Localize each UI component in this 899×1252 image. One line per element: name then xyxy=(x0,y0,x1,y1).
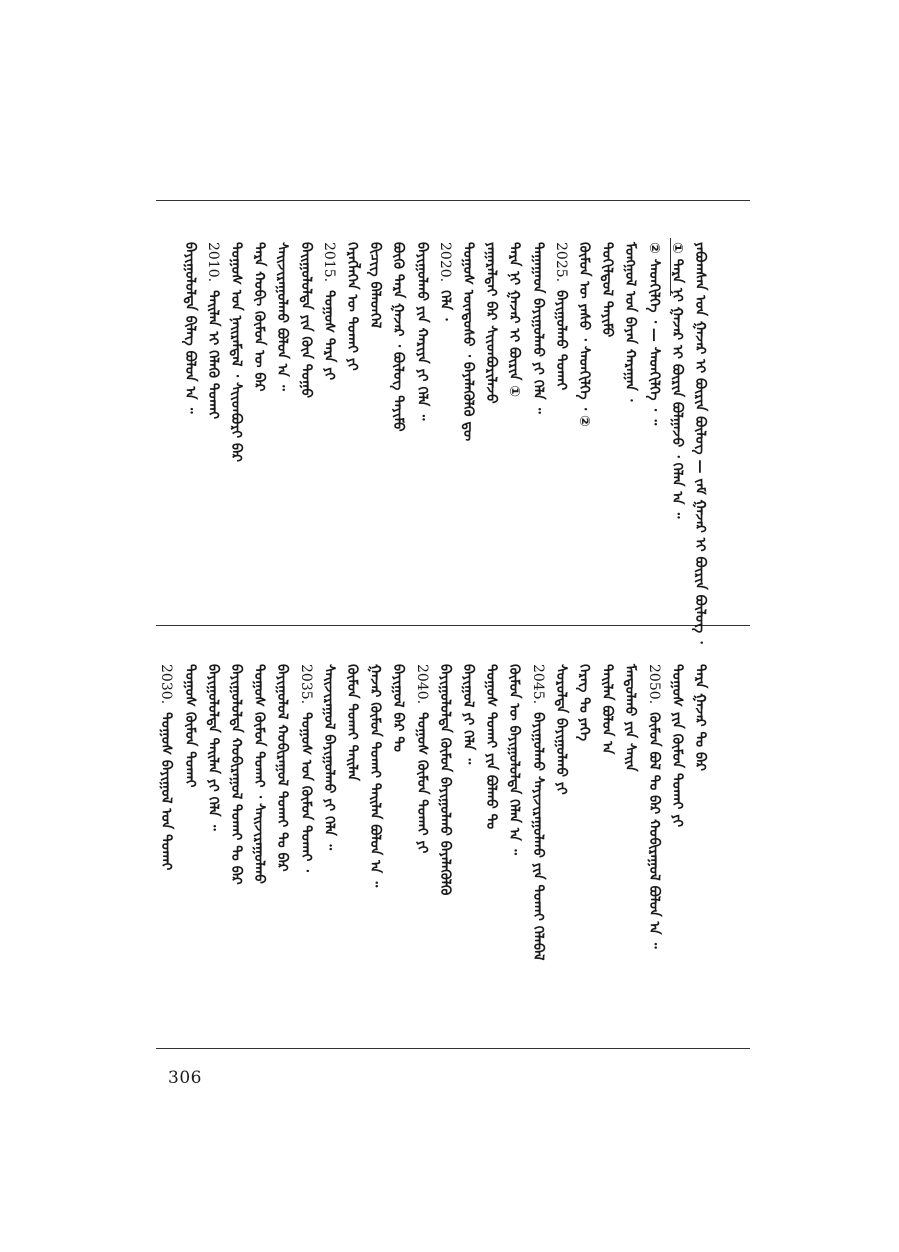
column-line xyxy=(504,242,526,397)
column-text: ᠪᠢᠴᠢᠭ ᠪᠡᠯᠡᠳᠬᠡᠯ xyxy=(367,242,384,329)
column-text: ᠲᠤᠭᠤᠰ ᠲᠤᠬᠠᠢ ᠶᠢᠨ ᠪᠤᠯᠬᠤ ᠲᠤ xyxy=(483,664,500,830)
column-text: ᠪᠠᠶᠢᠭᠤᠯᠤᠯᠲᠠ ᠬᠦᠮᠦᠨ ᠪᠠᠶᠢᠭᠤᠯᠬᠤ ᠪᠡᠶᠡᠯᠡᠭᠦᠯᠬᠦ xyxy=(436,664,453,896)
middle-divider xyxy=(156,625,750,626)
column-line xyxy=(435,664,457,895)
column-text: ᠲᠤᠭᠤᠰ ᠤᠨ ᠬᠦᠮᠦᠨ ᠲᠤᠬᠠᠢ ᠂ xyxy=(297,712,314,872)
column-line xyxy=(226,242,248,462)
column-text: ᠲᠤᠭᠤᠰ ᠪᠠᠶᠢᠭᠤᠯ ᠤᠨ ᠲᠤᠬᠠᠢ xyxy=(158,712,175,871)
column-line xyxy=(667,664,689,827)
entry-number: 2035. xyxy=(297,664,314,705)
column-text: ᠲᠡᠷᠡ ᠨᠢ ᠭᠠᠵᠠᠷ ᠢ ᠪᠦᠷᠢᠨ ① xyxy=(506,242,523,398)
entry-number: 2010. xyxy=(204,242,221,283)
column-text: ᠲᠠᠢᠯᠠᠨ ᠪᠣᠯᠤᠨ ᠠ xyxy=(599,664,616,755)
column-text: ᠪᠠᠶᠢᠭᠤᠯᠬᠤ ᠲᠤᠬᠠᠢ xyxy=(552,290,569,391)
column-line xyxy=(551,664,573,795)
column-line xyxy=(574,664,596,741)
entry-number: 2020. xyxy=(436,242,453,283)
column-text: ᠶᠠᠪᠤᠭᠰᠠᠨ ᠤᠨ ᠭᠠᠵᠠᠷ ᠢ ᠪᠦᠷᠢᠨ ᠪᠦᠯᠦᠭ — ᠵᠠᠮ ᠭᠠᠵᠠᠷ ᠢ ᠪᠦᠷᠢᠨ ᠪᠦᠯᠦᠭ ᠂ xyxy=(692,242,708,644)
column-text: ᠪᠠᠢᠭᠤᠯᠤᠯᠲᠠ ᠶᠢᠨ ᠬᠦᠨ ᠲᠤᠭᠤ xyxy=(297,242,314,399)
column-text: ᠪᠠᠶᠢᠭᠤᠯ ᠶᠢ ᠬᠡᠯᠡ ᠃ xyxy=(460,664,476,765)
column-line xyxy=(504,664,526,855)
column-text: ᠪᠠᠶᠢᠭᠤᠯᠬᠤ ᠰᠠᠶᠢᠵᠢᠷᠠᠭᠤᠯᠬᠤ ᠶᠢᠨ ᠲᠤᠬᠠᠢ ᠬᠡᠯᠡᠪᠡᠯ xyxy=(529,712,546,961)
column-line xyxy=(342,242,364,371)
column-line xyxy=(574,242,596,427)
column-line xyxy=(620,664,642,772)
column-line xyxy=(319,664,341,850)
column-text: ① ᠲᠡᠷᠡ ᠨᠢ ᠭᠠᠵᠠᠷ ᠢ ᠪᠦᠷᠢᠨ ᠪᠣᠯᠭᠠᠵᠤ ᠂ ᠬᠡᠯᠡᠨ ᠠ ᠃ xyxy=(668,242,685,519)
column-line xyxy=(412,242,434,420)
column-line xyxy=(528,664,550,960)
column-line xyxy=(690,242,712,644)
column-line xyxy=(180,242,202,414)
column-line xyxy=(203,242,225,419)
column-line xyxy=(249,664,271,884)
column-line xyxy=(597,242,619,337)
column-text: ᠲᠤᠭᠤᠰ ᠦᠨᠳᠦᠰᠦ ᠂ ᠪᠡᠶᠡᠯᠡᠭᠦᠯᠬᠦ ᠳᠦ xyxy=(460,242,476,442)
column-text: ᠬᠦᠮᠦᠨ ᠲᠤᠬᠠᠢ ᠲᠠᠢᠯᠠᠨ xyxy=(344,664,360,782)
entry-number: 2025. xyxy=(552,242,569,283)
column-text: ᠲᠤᠭᠤᠰ ᠬᠦᠮᠦᠨ ᠲᠤᠬᠠᠢ ᠶᠢ xyxy=(413,712,430,854)
column-text: ᠪᠠᠶᠢᠭᠤᠯᠤᠯ ᠬᠤᠪᠢᠷᠠᠭᠤᠯ ᠲᠤᠬᠠᠢ ᠲᠤ ᠪᠡᠷ xyxy=(274,664,291,872)
column-text: ᠪᠠᠶᠢᠭᠤᠯᠤᠯᠲᠠ ᠪᠢᠯᠡᠭ ᠪᠣᠯᠤᠨ ᠠ ᠃ xyxy=(181,242,198,414)
column-line xyxy=(620,242,642,401)
column-line xyxy=(249,242,271,392)
column-line xyxy=(690,664,712,771)
column-line xyxy=(412,664,434,853)
column-text: ᠪᠠᠶᠢᠭᠤᠯᠤᠯᠲᠠ ᠲᠠᠢᠯᠠᠨ ᠶᠢ ᠬᠡᠯᠡ ᠃ xyxy=(204,664,221,831)
column-line xyxy=(226,664,248,885)
column-text: ᠪᠦᠬᠦ ᠲᠡᠷᠡ ᠭᠠᠵᠠᠷ ᠂ ᠪᠦᠯᠦᠭ ᠲᠠᠶᠢᠮᠤ xyxy=(390,242,407,432)
column-text: ᠶᠠᠭᠠᠷᠠᠯᠲᠠᠢ ᠪᠠᠷ ᠰᠢᠢᠳᠪᠦᠷᠢᠯᠡᠵᠦ xyxy=(483,242,500,404)
column-text: ᠰᠤᠷᠤᠯᠲᠠ ᠪᠠᠶᠢᠭᠤᠯᠬᠤ ᠶᠢ xyxy=(552,664,569,795)
column-text: ᠪᠠᠶᠢᠭᠤᠯᠬᠤ ᠶᠢᠨ ᠬᠠᠷᠢᠶᠠ ᠶᠢ ᠬᠡᠯᠡ ᠃ xyxy=(413,242,430,421)
column-text: ᠲᠡᠷᠡ ᠬᠤᠪᠢ ᠬᠦᠮᠦᠨ ᠦ ᠪᠡᠷ xyxy=(251,242,268,392)
column-text: ᠮᠠᠨᠳᠤᠯᠬᠤ ᠶᠢᠨ ᠰᠠᠢᠨ xyxy=(622,664,639,772)
column-line xyxy=(597,664,619,754)
column-line xyxy=(481,242,503,404)
column-line xyxy=(388,664,410,752)
column-line xyxy=(667,242,689,519)
column-line xyxy=(481,664,503,829)
column-line xyxy=(319,242,341,380)
column-text: ᠰᠠᠢᠵᠢᠷᠠᠭᠤᠯᠬᠤ ᠪᠣᠯᠤᠨ ᠠ ᠃ xyxy=(274,242,291,391)
column-line xyxy=(644,664,666,949)
column-line xyxy=(365,242,387,328)
column-line xyxy=(528,242,550,414)
column-text: ᠬᠡᠯᠡ ᠂ xyxy=(436,290,453,321)
column-line xyxy=(458,664,480,764)
column-line xyxy=(296,242,318,398)
column-line xyxy=(644,242,666,425)
column-line xyxy=(365,664,387,887)
column-line xyxy=(342,664,364,781)
column-text: ᠪᠠᠶᠢᠭᠤᠯ ᠪᠠᠷ ᠲᠤ xyxy=(390,664,407,752)
entry-number: 2050. xyxy=(645,664,662,705)
column-text: ᠲᠤᠭᠤᠰ ᠲᠡᠷᠡ ᠶᠢ xyxy=(320,290,337,381)
column-text: ᠲᠤᠭᠤᠰ ᠶᠢᠨ ᠬᠦᠮᠦᠨ ᠲᠤᠬᠠᠢ ᠶᠢ xyxy=(668,664,685,828)
page-number: 306 xyxy=(168,1068,202,1088)
column-text: ᠮᠣᠩᠭᠣᠯ ᠤᠨ ᠪᠠᠶᠠᠨ ᠬᠠᠷᠠᠭᠠᠨ ᠂ xyxy=(622,242,639,402)
entry-number: 2040. xyxy=(413,664,430,705)
column-text: ᠬᠦᠮᠦᠨ ᠦ ᠶᠠᠰᠤ ᠂ ᠰᠡᠳᠬᠢᠯᠭᠡ ᠂ ② xyxy=(576,242,592,427)
entry-number: 2015. xyxy=(320,242,337,283)
column-line xyxy=(272,664,294,872)
column-line xyxy=(435,242,457,321)
entry-number: 2030. xyxy=(158,664,175,705)
column-line xyxy=(388,242,410,432)
column-text: ᠲᠤᠭᠤᠰ ᠬᠦᠮᠦᠨ ᠲᠤᠬᠠᠢ xyxy=(181,664,198,788)
column-line xyxy=(551,242,573,390)
column-text: ᠬᠦᠮᠦᠨ ᠦ ᠪᠠᠶᠢᠭᠤᠯᠤᠯᠲᠠ ᠬᠡᠯᠡᠨ ᠠ ᠃ xyxy=(506,664,523,855)
top-divider xyxy=(156,200,750,201)
column-text: ᠭᠠᠵᠠᠷ ᠬᠦᠮᠦᠨ ᠲᠤᠬᠠᠢ ᠲᠠᠢᠯᠠᠨ ᠪᠣᠯᠤᠨ ᠠ ᠃ xyxy=(367,664,384,888)
bottom-divider xyxy=(156,1048,750,1049)
column-text: ᠬᠡᠷᠡᠭᠯᠡᠭᠡᠨ ᠦ ᠲᠤᠬᠠᠢ ᠶᠢ xyxy=(344,242,360,371)
column-text: ᠬᠦᠮᠦᠨ ᠪᠤᠯ ᠲᠤ ᠪᠡᠷ ᠬᠤᠪᠢᠷᠠᠭᠤᠯ ᠪᠣᠯᠤᠨ ᠠ ᠃ xyxy=(645,712,662,949)
column-text: ᠳᠠᠭᠠᠭᠠᠳ ᠪᠠᠶᠢᠭᠤᠯᠬᠤ ᠶᠢ ᠬᠡᠯᠡ ᠃ xyxy=(529,242,546,414)
entry-number: 2045. xyxy=(529,664,546,705)
column-line xyxy=(296,664,318,872)
column-text: ᠬᠡᠷᠡᠭ ᠲᠤ ᠶᠡᠬᠡ xyxy=(576,664,592,742)
column-line xyxy=(458,242,480,441)
column-line xyxy=(203,664,225,831)
column-line xyxy=(180,664,202,788)
column-text: ᠲᠠᠢᠯᠠᠨ ᠢ ᠬᠡᠯᠡᠬᠦ ᠲᠤᠬᠠᠢ xyxy=(204,290,221,420)
column-text: ᠪᠠᠶᠢᠭᠤᠯᠤᠯᠲᠠ ᠬᠤᠪᠢᠷᠠᠭᠤᠯ ᠲᠤᠬᠠᠢ ᠲᠤ ᠪᠡᠷ xyxy=(228,664,244,885)
column-text: ᠲᠤᠭᠤᠰ ᠤᠨ ᠨᠠᠢᠷᠠᠮᠳᠠᠯ ᠂ ᠰᠢᠢᠳᠪᠦᠷᠢ ᠪᠡᠷ xyxy=(228,242,244,463)
column-text: ② ᠰᠡᠳᠬᠢᠯᠭᠡ ᠂ — ᠰᠡᠳᠬᠢᠯᠭᠡ ᠂ ᠃ xyxy=(645,242,662,426)
column-text: ᠰᠠᠢᠵᠢᠷᠠᠭᠤᠯ ᠪᠠᠶᠢᠭᠤᠯᠬᠤ ᠶᠢ ᠬᠡᠯᠡ ᠃ xyxy=(320,664,337,851)
column-text: ᠲᠤᠭᠤᠰ ᠬᠦᠮᠦᠨ ᠲᠤᠬᠠᠢ ᠂ ᠰᠠᠢᠵᠢᠷᠠᠭᠤᠯᠬᠤ xyxy=(251,664,268,884)
column-line xyxy=(272,242,294,391)
column-text: ᠲᠣᠬᠢᠯᠳᠤᠯ ᠲᠠᠶᠢᠮᠤ xyxy=(599,242,616,338)
column-text: ᠲᠡᠷᠡ ᠭᠠᠵᠠᠷ ᠲᠤ ᠪᠡᠷ xyxy=(692,664,708,772)
column-line xyxy=(156,664,178,870)
